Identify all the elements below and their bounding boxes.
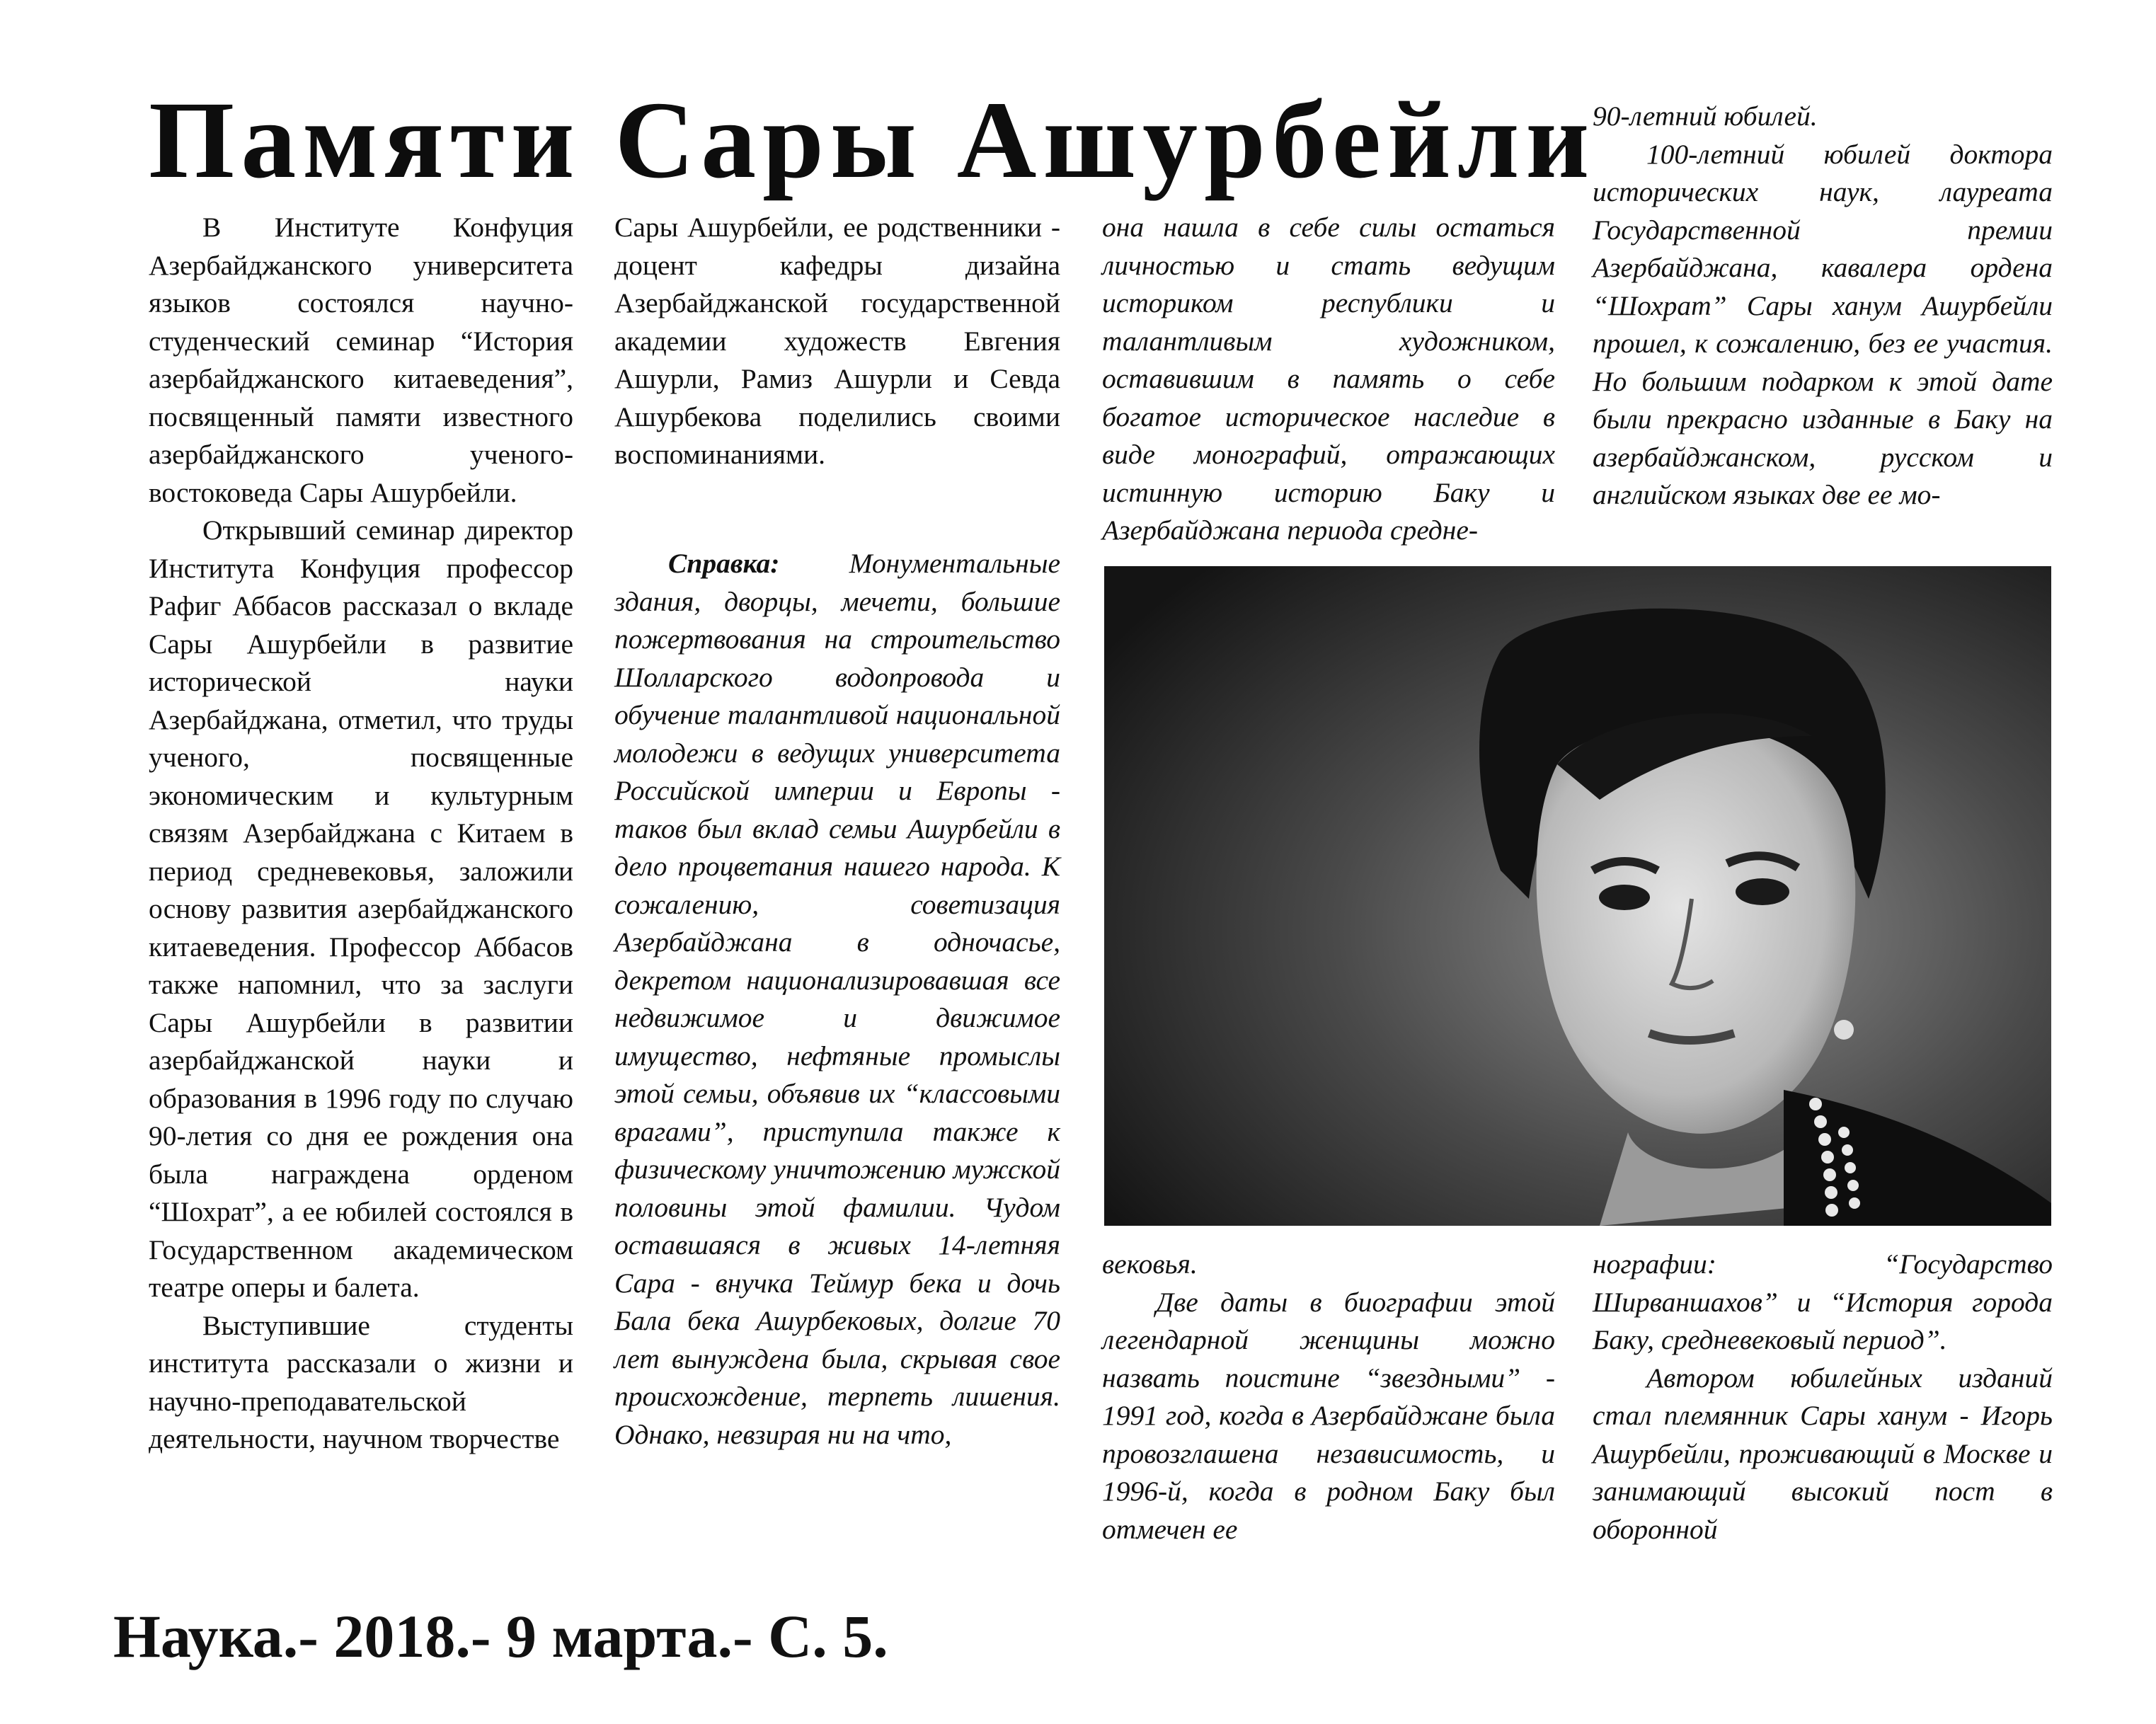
paragraph (614, 545, 1060, 1454)
paragraph: она нашла в себе силы остаться личностью и стать ведущим историком республики и талантливым художником, оставившим в память о себе богатое историческое наследие в виде монографий, отражающих истинную историю Баку и Азербайджана периода средне- (1102, 212, 1555, 546)
headline: Памяти Сары Ашурбейли (149, 79, 1596, 201)
reference-text: Монументальные здания, дворцы, мечети, большие пожертвования на строительство Шолларского водопровода и обучение талантливой национальной молодежи в ведущих университета Российской империи и Европы - таков был вклад семьи Ашурбейли в дело процветания нашего народа. К сожалению, советизация Азербайджана в одночасье, декретом национализировавшая все недвижимое и движимое имущество, нефтяные промыслы этой семьи, объявив их “классовыми врагами”, приступила также к физическому уничтожению мужской половины этой фамилии. Чудом оставшаяся в живых 14-летняя Сара - внучка Теймур бека и дочь Бала бека Ашурбековых, долгие 70 лет вынуждена была, скрывая свое происхождение, терпеть лишения. Однако, невзирая ни на что, (614, 548, 1060, 1450)
portrait-photo (1104, 566, 2051, 1226)
paragraph: 100-летний юбилей доктора исторических наук, лауреата Государственной премии Азербайджана, кавалера ордена “Шохрат” Сары ханум Ашурбейли прошел, к сожалению, без ее участия. Но большим подарком к этой дате были прекрасно изданные в Баку на азербайджанском, русском и английском языках две ее мо- (1593, 138, 2053, 510)
article-column-4-bottom (1593, 1246, 2053, 1548)
paragraph: Открывший семинар директор Института Конфуция профессор Рафиг Аббасов рассказал о вкладе Сары Ашурбейли в развитие исторической науки Азербайджана, отметил, что труды ученого, посвященные экономическим и культурным связям Азербайджана с Китаем в период средневековья, заложили основу развития азербайджанского китаеведения. Профессор Аббасов также напомнил, что за заслуги Сары Ашурбейли в развитии азербайджанской науки и образования в 1996 году по случаю 90-летия со дня ее рождения она была награждена орденом “Шохрат”, а ее юбилей состоялся в Государственном академическом театре оперы и балета. (149, 515, 573, 1303)
paragraph: Автором юбилейных изданий стал племянник Сары ханум - Игорь Ашурбейли, проживающий в Москве и занимающий высокий пост в оборонной (1593, 1362, 2053, 1545)
paragraph: нографии: “Государство Ширваншахов” и “История города Баку, средневековый период”. (1593, 1248, 2053, 1355)
reference-note (614, 545, 1060, 1454)
paragraph: вековья. (1102, 1248, 1198, 1280)
article-column-3-bottom (1102, 1246, 1555, 1548)
portrait-image (1104, 566, 2051, 1226)
paragraph: В Институте Конфуция Азербайджанского университета языков состоялся научно-студенческий семинар “История азербайджанского китаеведения”, посвященный памяти известного азербайджанского ученого-востоковеда Сары Ашурбейли. (149, 212, 573, 508)
article-column-3 (1102, 209, 1555, 550)
source-citation: Наука.- 2018.- 9 марта.- С. 5. (113, 1602, 888, 1670)
reference-label: Справка: (668, 548, 780, 579)
paragraph: Две даты в биографии этой легендарной женщины можно назвать поистине “звездными” - 1991 год, когда в Азербайджане была провозглашена независимость, и 1996-й, когда в родном Баку был отмечен ее (1102, 1286, 1555, 1545)
paragraph: Сары Ашурбейли, ее родственники - доцент кафедры дизайна Азербайджанской государственной академии художеств Евгения Ашурли, Рамиз Ашурли и Севда Ашурбекова поделились своими воспоминаниями. (614, 212, 1060, 470)
article-column-2 (614, 209, 1060, 474)
paragraph: Выступившие студенты института рассказали о жизни и научно-преподавательской деятельности, научном творчестве (149, 1309, 573, 1454)
paragraph: 90-летний юбилей. (1593, 100, 1818, 132)
article-column-1 (149, 209, 573, 1459)
article-column-4 (1593, 98, 2053, 515)
